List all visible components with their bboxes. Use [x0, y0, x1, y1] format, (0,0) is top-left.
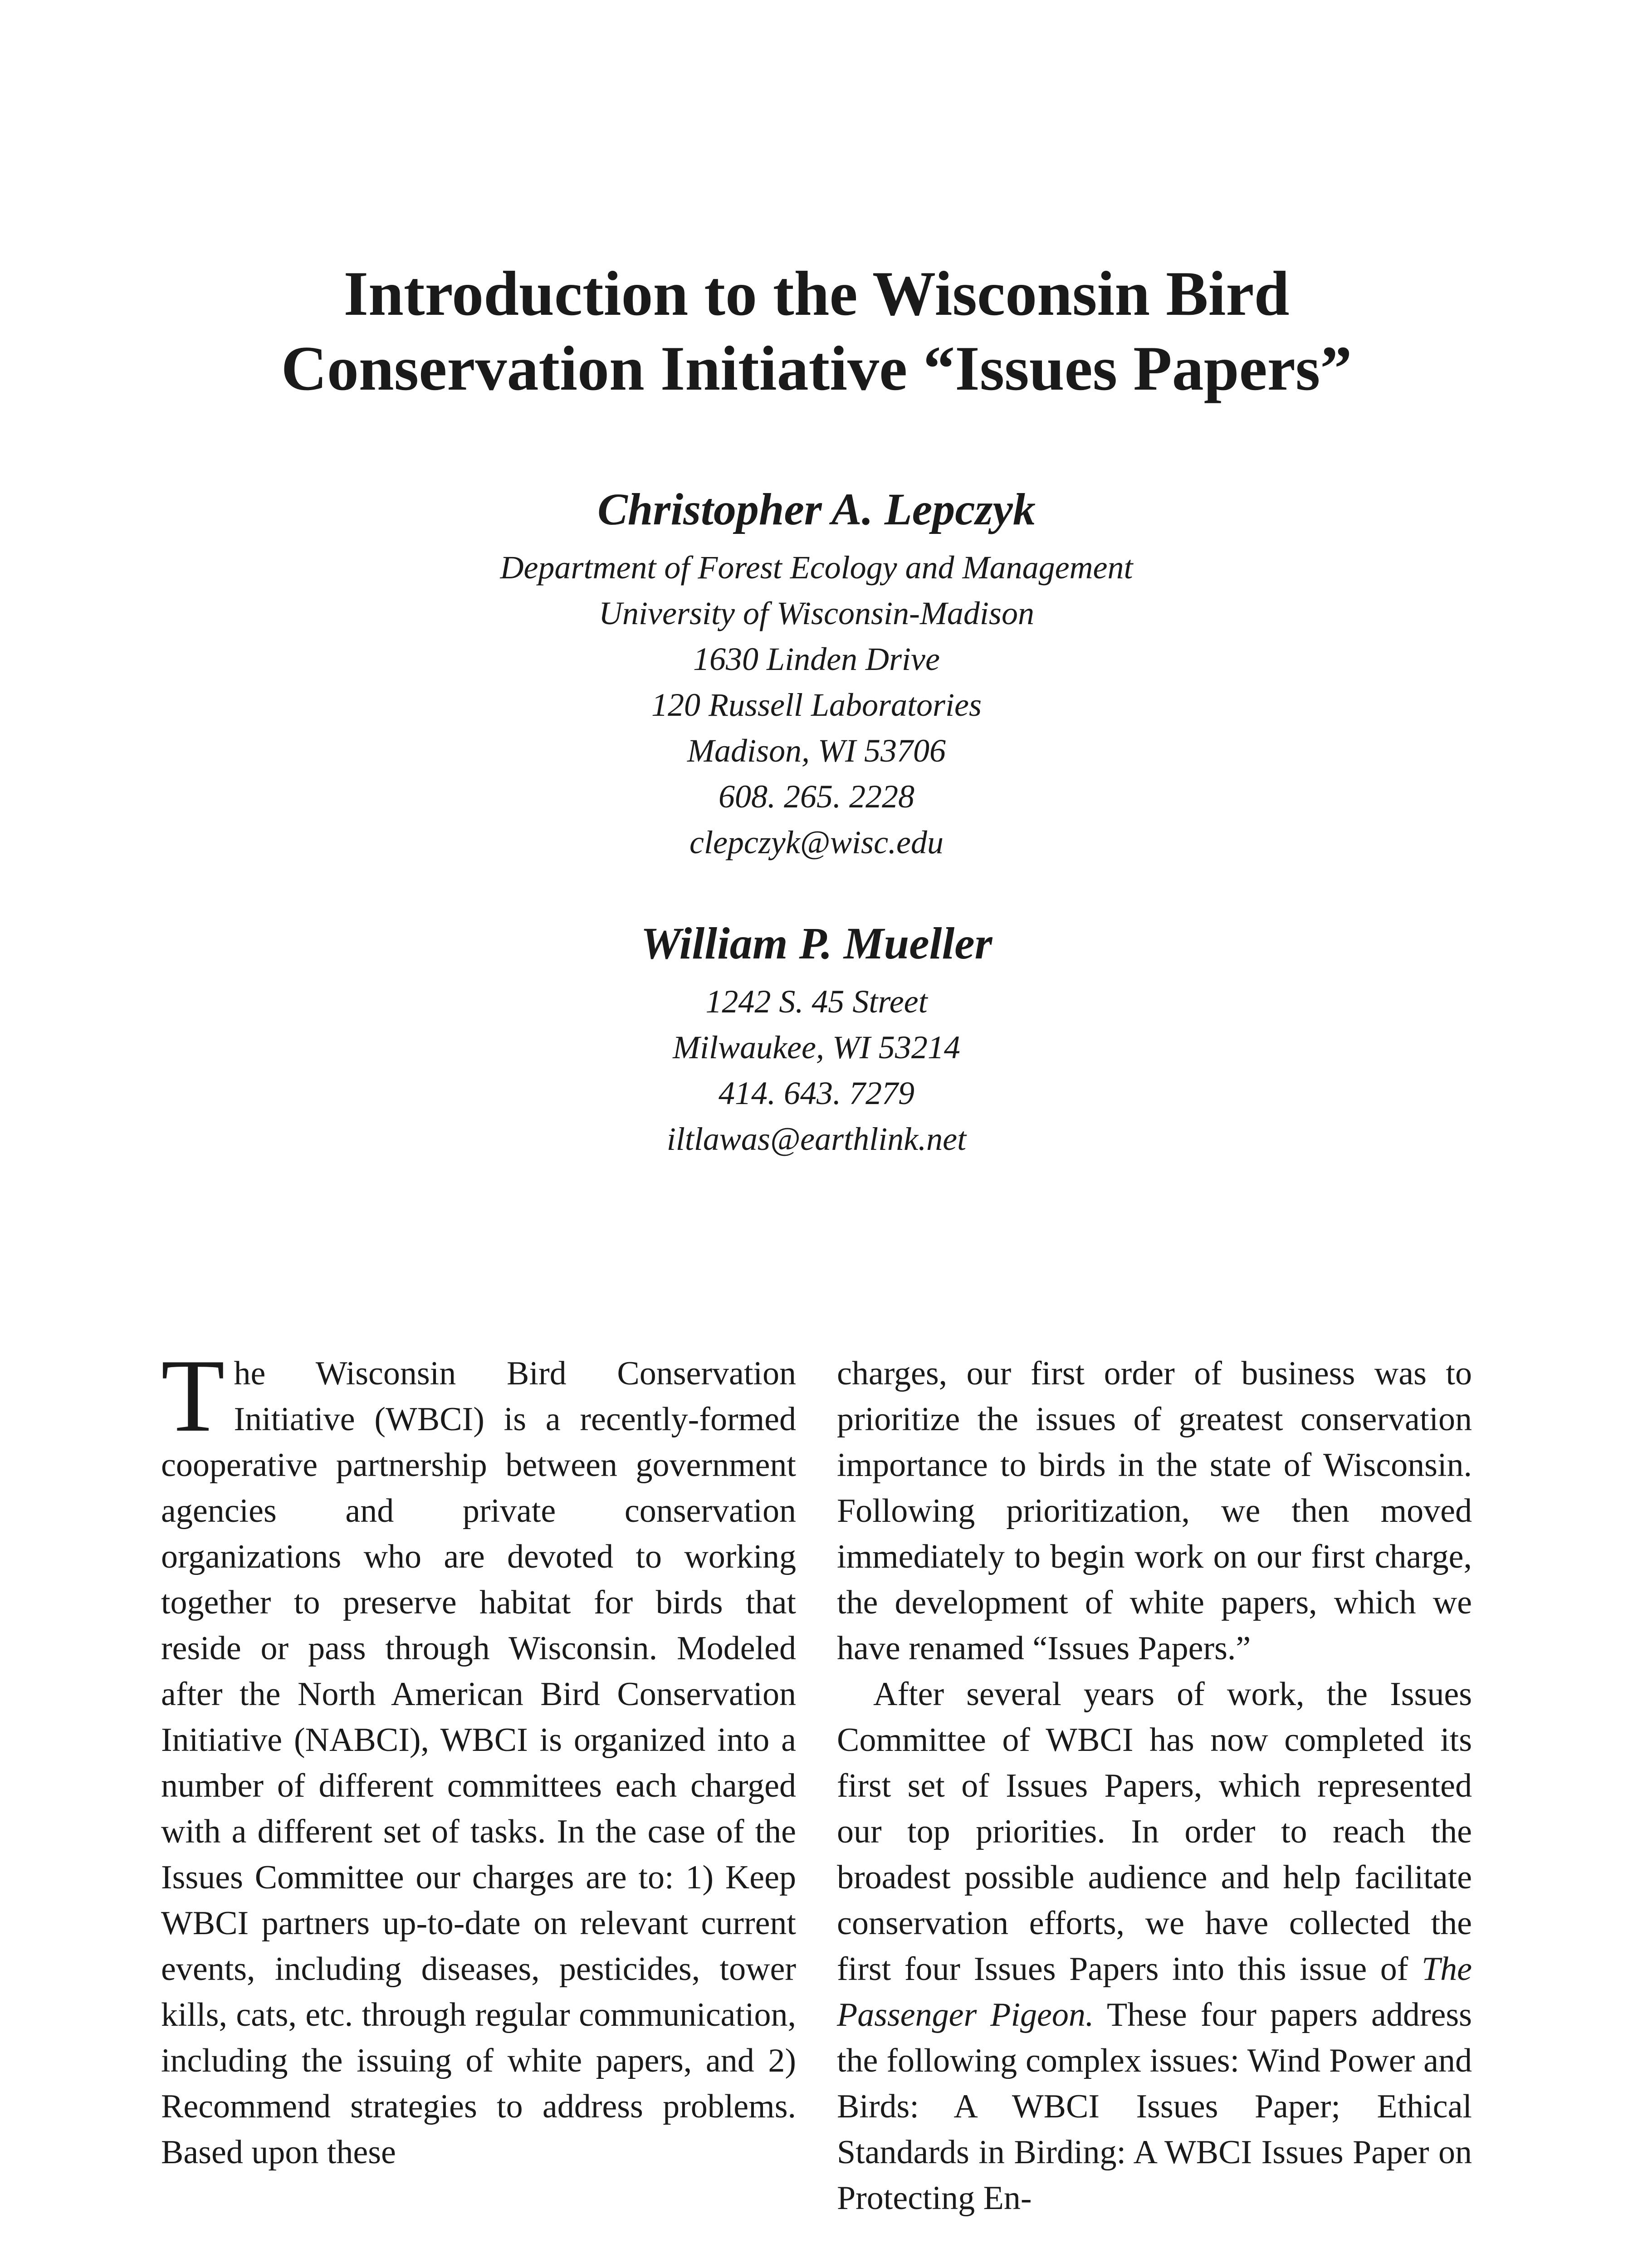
author-phone: 414. 643. 7279 [719, 1075, 914, 1111]
author-street: 1242 S. 45 Street [705, 983, 928, 1020]
author-name: William P. Mueller [640, 918, 993, 968]
author-city: Madison, WI 53706 [687, 733, 946, 769]
body-column-right [837, 1351, 1472, 2221]
author-department: Department of Forest Ecology and Management [500, 549, 1133, 586]
drop-cap: T [161, 1338, 225, 1453]
intro-paragraph-text: he Wisconsin Bird Conservation Initiative (WBCI) is a recently-formed cooperative partnership between government agencies and private conservation organizations who are devoted to working together to preserve habitat for birds that reside or pass through Wisconsin. Modeled after the North American Bird Conservation Initiative (NABCI), WBCI is organized into a number of different committees each charged with a different set of tasks. In the case of the Issues Committee our charges are to: 1) Keep WBCI partners up-to-date on relevant current events, including diseases, pesticides, tower kills, cats, etc. through regular communication, including the issuing of white papers, and 2) Recommend strategies to address problems. Based upon these [161, 1355, 796, 2171]
author-block-lepczyk [272, 482, 1361, 865]
paragraph-continuation: charges, our first order of business was to prioritize the issues of greatest conservation importance to birds in the state of Wisconsin. Following prioritization, we then moved immediately to begin work on our first charge, the development of white papers, which we have renamed “Issues Papers.” [837, 1355, 1472, 1667]
author-university: University of Wisconsin-Madison [599, 595, 1034, 631]
author-block-mueller [272, 916, 1361, 1162]
author-email: clepczyk@wisc.edu [689, 824, 944, 860]
author-city: Milwaukee, WI 53214 [673, 1029, 960, 1066]
paragraph-issues-papers [837, 1672, 1472, 2221]
author-email: iltlawas@earthlink.net [666, 1121, 967, 1157]
title-line-1: Introduction to the Wisconsin Bird [343, 259, 1290, 329]
title-line-2: Conservation Initiative “Issues Papers” [281, 333, 1352, 404]
journal-title: The Passenger Pigeon. [837, 1950, 1472, 2033]
body-column-left [161, 1338, 796, 2175]
author-building: 120 Russell Laboratories [651, 687, 982, 723]
author-street: 1630 Linden Drive [693, 641, 940, 677]
paragraph-text-start: After several years of work, the Issues Committee of WBCI has now completed its first set of Issues Papers, which represented our top priorities. In order to reach the broadest possible audience and help facilitate conservation efforts, we have collected the first four Issues Papers into this issue of [837, 1676, 1472, 1988]
paragraph-text-end: These four papers address the following complex issues: Wind Power and Birds: A WBCI Issues Paper; Ethical Standards in Birding: A WBCI Issues Paper on Protecting En- [837, 1996, 1472, 2217]
intro-paragraph [161, 1338, 796, 2175]
article-title [136, 256, 1497, 406]
author-phone: 608. 265. 2228 [719, 778, 914, 815]
author-name: Christopher A. Lepczyk [597, 484, 1036, 534]
